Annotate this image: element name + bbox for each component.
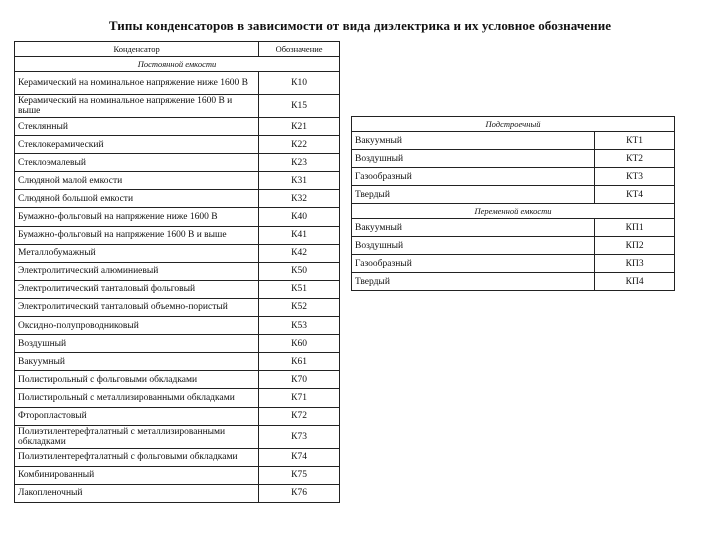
capacitor-name: Твердый	[352, 186, 595, 204]
capacitor-name: Оксидно-полупроводниковый	[15, 317, 259, 335]
capacitor-code: К42	[259, 244, 340, 262]
section-constant: Постоянной емкости	[15, 57, 340, 72]
capacitor-name: Стеклоэмалевый	[15, 154, 259, 172]
capacitor-code: КП4	[595, 273, 675, 291]
capacitor-name: Слюдяной большой емкости	[15, 190, 259, 208]
capacitor-name: Металлобумажный	[15, 244, 259, 262]
capacitor-name: Вакуумный	[352, 219, 595, 237]
section-variable: Переменной емкости	[352, 204, 675, 219]
capacitor-name: Полистирольный с фольговыми обкладками	[15, 371, 259, 389]
table-row	[15, 72, 340, 95]
capacitor-name: Фторопластовый	[15, 407, 259, 425]
capacitor-name: Газообразный	[352, 168, 595, 186]
capacitor-code: К74	[259, 448, 340, 466]
capacitor-name: Лакопленочный	[15, 484, 259, 502]
capacitor-name: Стеклокерамический	[15, 136, 259, 154]
capacitor-name: Вакуумный	[352, 132, 595, 150]
capacitor-name: Вакуумный	[15, 353, 259, 371]
table-row	[15, 353, 340, 371]
table-row	[15, 136, 340, 154]
page-title: Типы конденсаторов в зависимости от вида диэлектрика и их условное обозначение	[108, 18, 612, 33]
capacitor-name: Воздушный	[352, 150, 595, 168]
capacitor-name: Воздушный	[15, 335, 259, 353]
capacitor-code: К40	[259, 208, 340, 226]
section-trimmer: Подстроечный	[352, 117, 675, 132]
table-row	[352, 237, 675, 255]
table-header-row	[15, 42, 340, 57]
capacitor-name: Стеклянный	[15, 118, 259, 136]
table-row	[15, 226, 340, 244]
table-row	[352, 273, 675, 291]
table-row	[15, 190, 340, 208]
capacitor-name: Твердый	[352, 273, 595, 291]
capacitor-code: КП3	[595, 255, 675, 273]
capacitor-name: Электролитический алюминиевый	[15, 262, 259, 280]
table-row	[15, 244, 340, 262]
capacitor-code: К73	[259, 425, 340, 448]
capacitor-code: К52	[259, 298, 340, 316]
capacitor-code: КТ4	[595, 186, 675, 204]
capacitor-name: Полиэтилентерефталатный с фольговыми обкладками	[15, 448, 259, 466]
table-row	[352, 219, 675, 237]
capacitor-code: К32	[259, 190, 340, 208]
table-row	[15, 335, 340, 353]
section-row	[352, 117, 675, 132]
capacitor-name: Керамический на номинальное напряжение 1600 В и выше	[15, 95, 259, 118]
table-row	[352, 255, 675, 273]
capacitor-name: Бумажно-фольговый на напряжение ниже 1600 В	[15, 208, 259, 226]
table-row	[15, 484, 340, 502]
table-row	[15, 280, 340, 298]
capacitor-code: К51	[259, 280, 340, 298]
table-row	[352, 150, 675, 168]
capacitor-name: Керамический на номинальное напряжение ниже 1600 В	[15, 72, 259, 95]
table-row	[15, 298, 340, 316]
capacitor-name: Бумажно-фольговый на напряжение 1600 В и выше	[15, 226, 259, 244]
capacitor-code: К10	[259, 72, 340, 95]
capacitor-code: К60	[259, 335, 340, 353]
capacitor-code: КП2	[595, 237, 675, 255]
capacitor-code: К41	[259, 226, 340, 244]
table-row	[352, 168, 675, 186]
table-row	[352, 132, 675, 150]
table-row	[15, 389, 340, 407]
capacitor-name: Комбинированный	[15, 466, 259, 484]
table-row	[15, 172, 340, 190]
table-row	[15, 317, 340, 335]
table-row	[15, 371, 340, 389]
capacitor-name: Электролитический танталовый фольговый	[15, 280, 259, 298]
table-row	[352, 186, 675, 204]
trimmer-variable-table	[351, 116, 675, 291]
capacitor-name: Электролитический танталовый объемно-пористый	[15, 298, 259, 316]
capacitor-code: К72	[259, 407, 340, 425]
table-row	[15, 208, 340, 226]
capacitor-name: Полистирольный с металлизированными обкладками	[15, 389, 259, 407]
table-row	[15, 262, 340, 280]
capacitor-name: Воздушный	[352, 237, 595, 255]
capacitor-code: К50	[259, 262, 340, 280]
capacitor-code: К23	[259, 154, 340, 172]
capacitor-code: КТ1	[595, 132, 675, 150]
header-capacitor: Конденсатор	[15, 42, 259, 57]
table-row	[15, 118, 340, 136]
capacitor-code: К53	[259, 317, 340, 335]
table-row	[15, 466, 340, 484]
capacitor-code: К75	[259, 466, 340, 484]
capacitor-code: К22	[259, 136, 340, 154]
table-row	[15, 448, 340, 466]
capacitor-code: КП1	[595, 219, 675, 237]
capacitor-code: КТ2	[595, 150, 675, 168]
capacitor-code: К15	[259, 95, 340, 118]
capacitor-code: К71	[259, 389, 340, 407]
section-row	[15, 57, 340, 72]
capacitor-code: К21	[259, 118, 340, 136]
capacitor-code: К76	[259, 484, 340, 502]
table-row	[15, 154, 340, 172]
capacitor-code: К61	[259, 353, 340, 371]
constant-capacitance-table	[14, 41, 340, 503]
capacitor-code: К70	[259, 371, 340, 389]
capacitor-name: Слюдяной малой емкости	[15, 172, 259, 190]
table-row	[15, 407, 340, 425]
header-designation: Обозначение	[259, 42, 340, 57]
capacitor-code: КТ3	[595, 168, 675, 186]
capacitor-name: Газообразный	[352, 255, 595, 273]
capacitor-name: Полиэтилентерефталатный с металлизированными обкладками	[15, 425, 259, 448]
capacitor-code: К31	[259, 172, 340, 190]
section-row	[352, 204, 675, 219]
table-row	[15, 95, 340, 118]
table-row	[15, 425, 340, 448]
